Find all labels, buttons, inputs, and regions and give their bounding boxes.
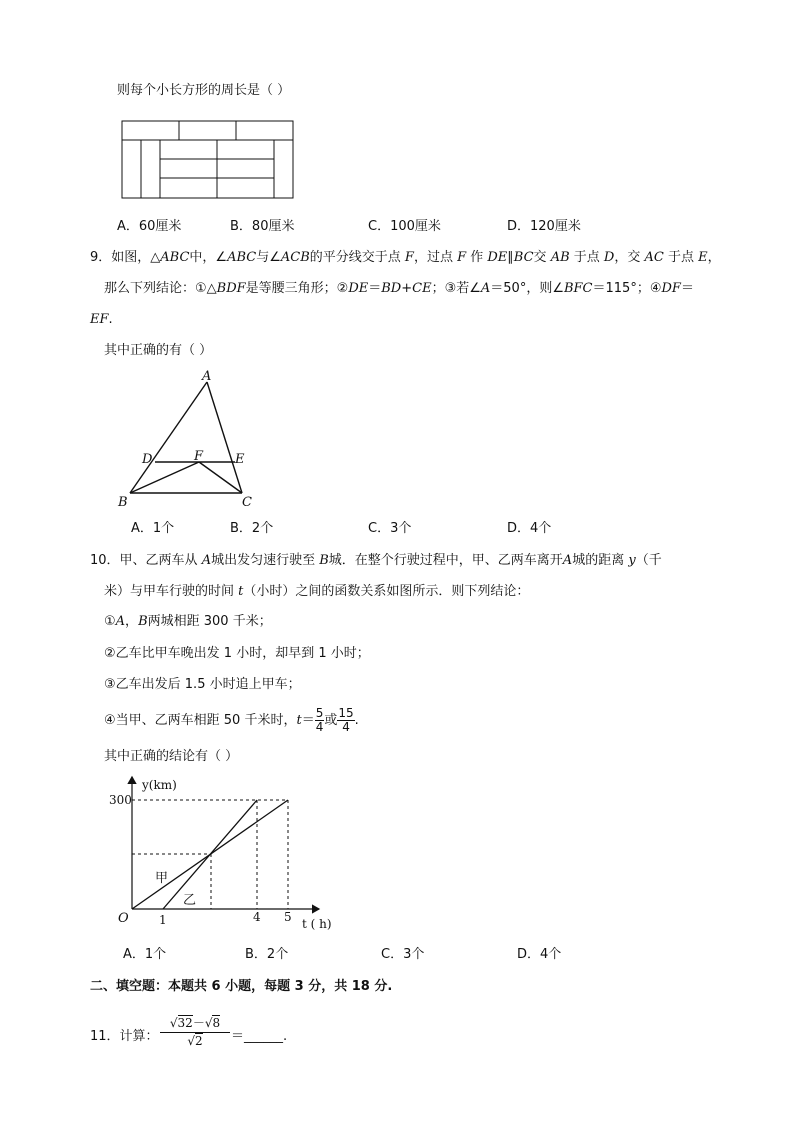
q9-option-d: D．4个 — [507, 521, 552, 536]
section-fill-in-title: 二、填空题：本题共 6 小题，每题 3 分，共 18 分. — [90, 979, 393, 994]
q10-option-d: D．4个 — [517, 947, 562, 962]
q10-conclusion-4: ④当甲、乙两车相距 50 千米时，t＝ $\frac{5}{4}$ 或 $\frac{15}{4}$ . — [104, 706, 359, 734]
label-f: F — [194, 449, 204, 464]
x-axis-label: t ( h) — [302, 917, 332, 931]
q10-line-1: 10．甲、乙两车从 A城出发匀速行驶至 B城．在整个行驶过程中，甲、乙两车离开A城的距离 y（千 — [90, 553, 662, 568]
line-yi — [163, 800, 257, 909]
q9-line-3: EF. — [90, 312, 113, 327]
q9-line-2: 那么下列结论：①△BDF是等腰三角形；②DE＝BD+CE；③若∠A＝50°，则∠BFC＝115°；④DF＝ — [104, 281, 694, 296]
q9-triangle-figure — [112, 366, 262, 512]
q11-label: 11．计算： — [90, 1029, 159, 1044]
q10-conclusion-3: ③乙车出发后 1.5 小时追上甲车； — [104, 677, 301, 692]
origin-label: O — [118, 911, 129, 926]
q11-answer: ＝______. — [231, 1029, 288, 1044]
q8-option-c: C．100厘米 — [368, 219, 441, 234]
label-e: E — [235, 452, 245, 467]
q11-expression: √32－√8 √2 — [160, 1014, 230, 1048]
q8-option-b: B．80厘米 — [230, 219, 295, 234]
q9-prompt: 其中正确的有（ ） — [104, 343, 213, 358]
label-jia: 甲 — [155, 871, 169, 886]
q8-option-a: A．60厘米 — [117, 219, 182, 234]
x-tick-1: 1 — [159, 913, 167, 927]
q9-line-1: 9．如图，△ABC中，∠ABC与∠ACB的平分线交于点 F，过点 F 作 DE∥BC交 AB 于点 D，交 AC 于点 E， — [90, 250, 721, 265]
label-d: D — [142, 452, 153, 467]
y-axis-label: y(km) — [142, 778, 177, 792]
q10-option-b: B．2个 — [245, 947, 289, 962]
q10-option-c: C．3个 — [381, 947, 425, 962]
label-b: B — [118, 495, 128, 510]
label-a: A — [202, 369, 212, 384]
q10-conclusion-1: ①A，B两城相距 300 千米； — [104, 614, 272, 629]
q9-option-a: A．1个 — [131, 521, 175, 536]
q8-rectangle-figure — [121, 120, 295, 200]
fraction-15-4: $\frac{15}{4}$ — [338, 706, 354, 734]
segment-ac — [207, 382, 242, 493]
x-tick-5: 5 — [284, 910, 292, 924]
q8-stem: 则每个小长方形的周长是（ ） — [117, 83, 291, 98]
label-yi: 乙 — [183, 893, 197, 908]
q10-line-2: 米）与甲车行驶的时间 t（小时）之间的函数关系如图所示．则下列结论： — [104, 584, 530, 599]
x-tick-4: 4 — [253, 910, 261, 924]
q10-conclusion-2: ②乙车比甲车晚出发 1 小时，却早到 1 小时； — [104, 646, 370, 661]
q11-blank: ______ — [244, 1029, 284, 1044]
q9-option-c: C．3个 — [368, 521, 412, 536]
fraction-5-4: $\frac{5}{4}$ — [315, 706, 324, 734]
q8-option-d: D．120厘米 — [507, 219, 581, 234]
q10-distance-time-graph — [109, 772, 342, 938]
q10-option-a: A．1个 — [123, 947, 167, 962]
label-c: C — [242, 495, 252, 510]
q9-option-b: B．2个 — [230, 521, 274, 536]
y-tick-300: 300 — [109, 793, 132, 807]
q10-prompt: 其中正确的结论有（ ） — [104, 749, 239, 764]
